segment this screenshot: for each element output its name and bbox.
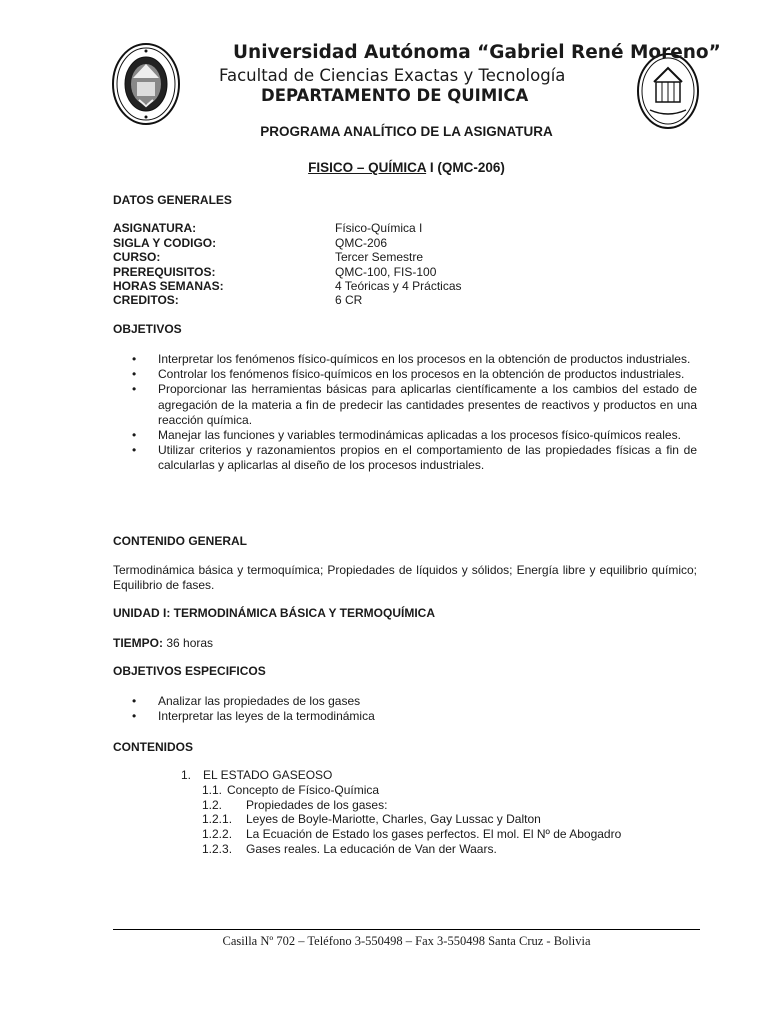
toc-text: Gases reales. La educación de Van der Waars. xyxy=(246,842,497,856)
university-seal-left xyxy=(111,42,181,126)
datos-value: QMC-100, FIS-100 xyxy=(335,265,437,279)
list-item xyxy=(113,367,697,382)
datos-generales-heading: DATOS GENERALES xyxy=(113,193,232,207)
toc-item xyxy=(181,768,333,782)
list-item xyxy=(113,694,697,709)
datos-value: 4 Teóricas y 4 Prácticas xyxy=(335,279,462,293)
contenido-general-heading: CONTENIDO GENERAL xyxy=(113,534,248,548)
toc-number: 1.2.1. xyxy=(202,812,233,826)
list-item xyxy=(113,709,697,724)
toc-item xyxy=(202,842,497,856)
bullet-icon: • xyxy=(132,443,137,458)
course-title-code: I (QMC-206) xyxy=(426,160,505,175)
department-name: DEPARTAMENTO DE QUIMICA xyxy=(261,86,529,105)
toc-item xyxy=(202,827,622,841)
objetivo-especifico-text: Interpretar las leyes de la termodinámica xyxy=(158,709,375,724)
bullet-icon: • xyxy=(132,367,137,382)
objetivo-text: Controlar los fenómenos físico-químicos en los procesos en la obtención de productos industriales. xyxy=(158,367,685,382)
toc-item xyxy=(202,812,541,826)
toc-number: 1. xyxy=(181,768,192,782)
university-name: Universidad Autónoma “Gabriel René Moreno” xyxy=(233,42,721,63)
objetivo-text: Proporcionar las herramientas básicas para aplicarlas científicamente a los cambios del estado de agregación de la materia a fin de predecir las cantidades presentes de reactivos y productos en una reacción química. xyxy=(158,382,697,427)
university-seal-right xyxy=(636,52,700,130)
bullet-icon: • xyxy=(132,352,137,366)
course-title-underlined: FISICO – QUÍMICA xyxy=(308,160,427,175)
objetivo-text: Manejar las funciones y variables termodinámicas aplicadas a los procesos físico-químicos reales. xyxy=(158,428,681,443)
list-item xyxy=(113,443,697,473)
toc-number: 1.2. xyxy=(202,798,223,812)
datos-key: SIGLA Y CODIGO: xyxy=(113,236,217,250)
list-item xyxy=(113,352,697,367)
objetivos-especificos-heading: OBJETIVOS ESPECIFICOS xyxy=(113,664,266,678)
datos-key: PREREQUISITOS: xyxy=(113,265,216,279)
program-title: PROGRAMA ANALÍTICO DE LA ASIGNATURA xyxy=(260,124,553,139)
tiempo-value: 36 horas xyxy=(163,636,214,650)
bullet-icon: • xyxy=(132,428,137,443)
objetivo-text: Interpretar los fenómenos físico-químicos en los procesos en la obtención de productos industriales. xyxy=(158,352,691,366)
toc-number: 1.1. xyxy=(202,783,223,797)
toc-number: 1.2.3. xyxy=(202,842,233,856)
datos-value: Tercer Semestre xyxy=(335,250,424,264)
toc-item xyxy=(202,783,380,797)
toc-text: La Ecuación de Estado los gases perfectos. El mol. El Nº de Abogadro xyxy=(246,827,622,841)
bullet-icon: • xyxy=(132,694,137,708)
contenidos-heading: CONTENIDOS xyxy=(113,740,194,754)
objetivo-text: Utilizar criterios y razonamientos propios en el comportamiento de las propiedades físicas a fin de calcularlas y aplicarlas al diseño de los procesos industriales. xyxy=(158,443,697,473)
datos-key: HORAS SEMANAS: xyxy=(113,279,224,293)
objetivos-list xyxy=(113,352,697,474)
datos-key: CURSO: xyxy=(113,250,161,264)
datos-key: CREDITOS: xyxy=(113,293,179,307)
toc-number: 1.2.2. xyxy=(202,827,233,841)
unidad-heading: UNIDAD I: TERMODINÁMICA BÁSICA Y TERMOQUÍMICA xyxy=(113,606,435,620)
toc-text: Propiedades de los gases: xyxy=(246,798,388,812)
objetivo-especifico-text: Analizar las propiedades de los gases xyxy=(158,694,361,708)
datos-key: ASIGNATURA: xyxy=(113,221,197,235)
bullet-icon: • xyxy=(132,382,137,397)
list-item xyxy=(113,382,697,428)
tiempo-label: TIEMPO: xyxy=(113,636,163,650)
toc-item xyxy=(202,798,388,812)
objetivos-heading: OBJETIVOS xyxy=(113,322,182,336)
bullet-icon: • xyxy=(132,709,137,724)
datos-value: QMC-206 xyxy=(335,236,388,250)
tiempo-line xyxy=(113,636,213,650)
list-item xyxy=(113,428,697,443)
toc-text: Leyes de Boyle-Mariotte, Charles, Gay Lussac y Dalton xyxy=(246,812,541,826)
datos-value: 6 CR xyxy=(335,293,363,307)
objetivos-especificos-list xyxy=(113,694,697,724)
contenido-general-text: Termodinámica básica y termoquímica; Propiedades de líquidos y sólidos; Energía libre y equilibrio químico; Equilibrio de fases. xyxy=(113,563,697,592)
datos-value: Físico-Química I xyxy=(335,221,423,235)
course-title xyxy=(0,160,768,175)
toc-text: Concepto de Físico-Química xyxy=(227,783,380,797)
footer-contact: Casilla Nº 702 – Teléfono 3-550498 – Fax 3-550498 Santa Cruz - Bolivia xyxy=(222,934,591,948)
footer-divider xyxy=(113,929,700,930)
toc-text: EL ESTADO GASEOSO xyxy=(203,768,333,782)
faculty-name: Facultad de Ciencias Exactas y Tecnología xyxy=(219,66,566,85)
